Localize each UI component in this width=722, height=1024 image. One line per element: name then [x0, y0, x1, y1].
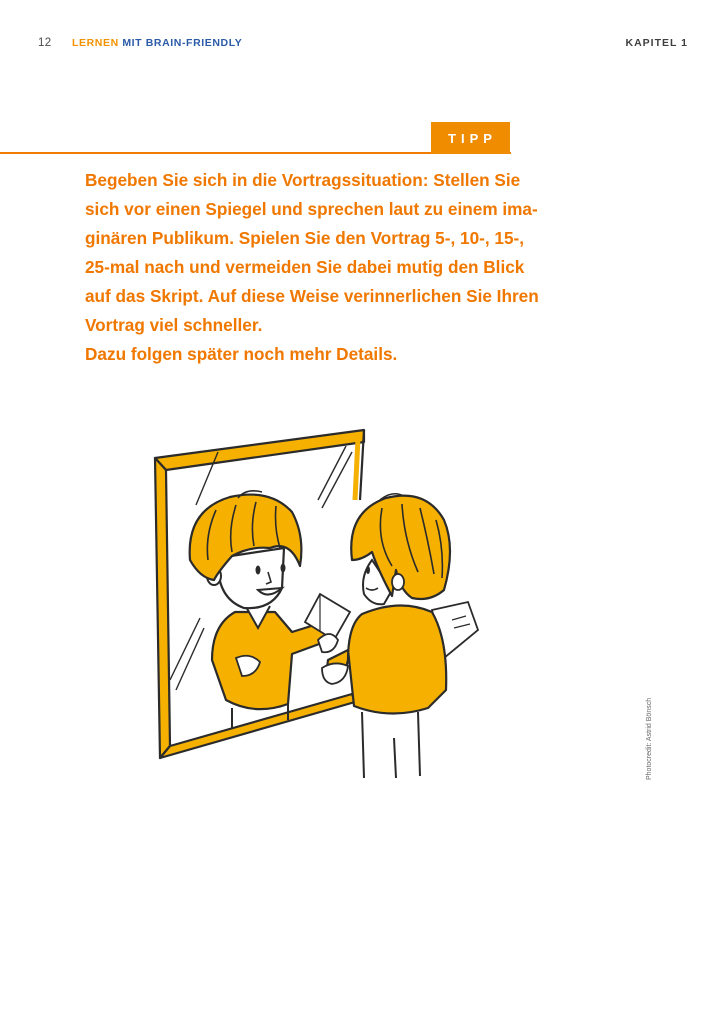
chapter-label: KAPITEL 1	[625, 37, 688, 49]
tip-line: ginären Publikum. Spielen Sie den Vortrag 5-, 10-, 15-,	[85, 228, 525, 248]
series-title-part1: LERNEN	[72, 37, 119, 49]
tip-line: sich vor einen Spiegel und sprechen laut zu einem ima-	[85, 199, 538, 219]
child-back-view-icon	[322, 494, 478, 778]
tip-body	[85, 166, 539, 369]
reflected-child-icon	[190, 491, 350, 728]
series-title-part2: MIT BRAIN-FRIENDLY	[122, 37, 243, 49]
tip-line: Vortrag viel schneller.	[85, 315, 263, 335]
page-number: 12	[38, 37, 52, 49]
photo-credit: Photocredit: Astrid Bönsch	[646, 697, 653, 780]
tip-badge: TIPP	[431, 122, 510, 154]
series-title	[72, 37, 242, 49]
tip-line: Begeben Sie sich in die Vortragssituation: Stellen Sie	[85, 170, 521, 190]
mirror-rehearsal-illustration	[140, 420, 500, 790]
tip-line: Dazu folgen später noch mehr Details.	[85, 344, 398, 364]
running-header	[0, 37, 722, 53]
tip-line: auf das Skript. Auf diese Weise verinnerlichen Sie Ihren	[85, 286, 539, 306]
tip-line: 25-mal nach und vermeiden Sie dabei mutig den Blick	[85, 257, 525, 277]
